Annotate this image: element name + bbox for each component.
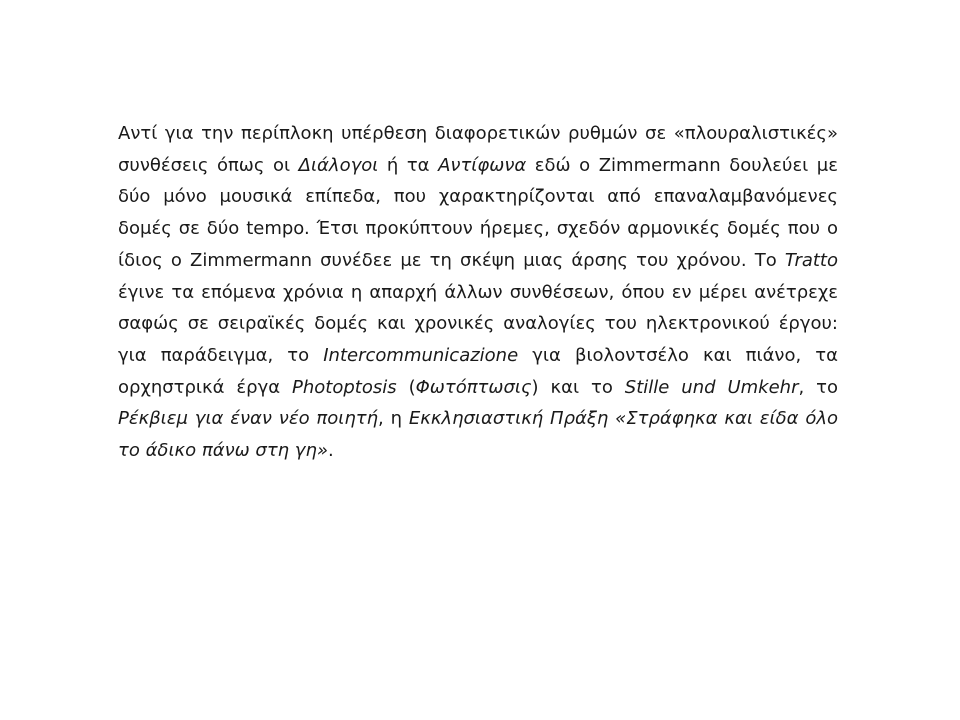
text-run: , το bbox=[798, 376, 838, 398]
work-title-dialogoi: Διάλογοι bbox=[298, 154, 379, 176]
work-title-photoptosis: Photoptosis bbox=[292, 376, 397, 398]
work-title-ekklisiastiki-praxi: Εκκλησιαστική Πράξη «Στράφηκα και είδα όλο το άδικο πάνω στη γη» bbox=[118, 408, 838, 462]
body-paragraph bbox=[118, 118, 838, 467]
text-run: εδώ ο Zimmermann δουλεύει με δύο μόνο μουσικά επίπεδα, που χαρακτηρίζονται από επαναλαμβανόμενες δομές σε δύο tempo. Έτσι προκύπτουν ήρεμες, σχεδόν αρμονικές δομές που ο ίδιος ο Zimmermann συνέδεε με τη σκέψη μιας άρσης του χρόνου. Το bbox=[118, 154, 838, 271]
text-run: . bbox=[327, 440, 334, 462]
text-run: Αντί για την περίπλοκη υπέρθεση διαφορετικών ρυθμών σε «πλουραλιστικές» συνθέσεις όπως οι bbox=[118, 123, 838, 176]
work-title-tratto: Tratto bbox=[784, 249, 838, 271]
text-run: ή τα bbox=[378, 154, 439, 176]
text-run: έγινε τα επόμενα χρόνια η απαρχή άλλων συνθέσεων, όπου εν μέρει ανέτρεχε σαφώς σε σειραϊκές δομές και χρονικές αναλογίες του ηλεκτρονικού έργου: για παράδειγμα, το bbox=[118, 281, 838, 366]
text-run: ( bbox=[396, 376, 416, 398]
text-run: ) και το bbox=[531, 376, 625, 398]
work-title-requiem: Ρέκβιεμ για έναν νέο ποιητή bbox=[118, 408, 379, 430]
work-title-intercommunicazione: Intercommunicazione bbox=[323, 344, 519, 366]
text-run: για βιολοντσέλο και πιάνο, τα ορχηστρικά έργα bbox=[118, 344, 839, 398]
work-title-stille-und-umkehr: Stille und Umkehr bbox=[624, 376, 799, 398]
work-title-fotoptosis: Φωτόπτωσις bbox=[415, 376, 532, 398]
text-run: , η bbox=[378, 408, 409, 430]
work-title-antifona: Αντίφωνα bbox=[438, 154, 527, 176]
